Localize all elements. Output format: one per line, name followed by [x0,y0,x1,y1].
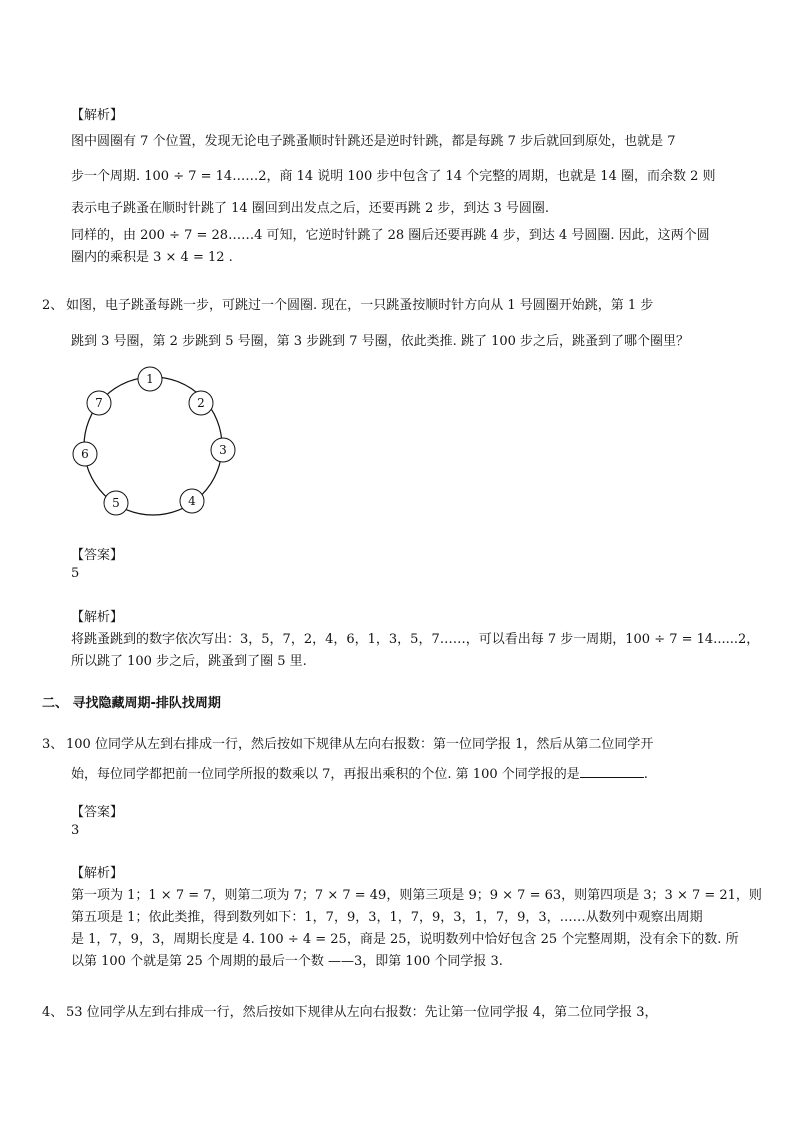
node-label: 2 [197,396,205,410]
node-label: 6 [81,447,89,461]
analysis-line: 是 1，7，9，3，周期长度是 4. 100 ÷ 4 = 25，商是 25，说明数列中恰好包含 25 个完整周期，没有余下的数. 所 [71,932,739,947]
analysis-line: 将跳蚤跳到的数字依次写出：3，5，7，2，4，6，1，3，5，7……，可以看出每 7 步一周期，100 ÷ 7 = 14......2， [71,632,760,647]
analysis-line: 所以跳了 100 步之后，跳蚤到了圈 5 里. [71,654,307,669]
node-4 [180,489,204,513]
node-1 [138,367,162,391]
analysis-line: 步一个周期. 100 ÷ 7 = 14……2，商 14 说明 100 步中包含了 14 个完整的周期，也就是 14 圈，而余数 2 则 [71,169,716,184]
analysis-line: 第一项为 1；1 × 7 = 7，则第二项为 7；7 × 7 = 49，则第三项是 9；9 × 7 = 63，则第四项是 3；3 × 7 = 21，则 [71,888,762,903]
node-3 [211,438,235,462]
analysis-tag: 【解析】 [71,610,124,625]
node-label: 4 [188,494,196,508]
question-3-text [71,763,648,782]
node-6 [73,442,97,466]
analysis-tag: 【解析】 [71,866,124,881]
answer-tag: 【答案】 [71,548,124,563]
analysis-line: 第五项是 1；依此类推，得到数列如下：1，7，9，3，1，7，9，3，1，7，9，3，……从数列中观察出周期 [71,910,703,925]
node-7 [87,391,111,415]
node-2 [189,391,213,415]
question-2-number: 2、 [42,298,64,313]
question-4-number: 4、 [42,1005,64,1020]
node-label: 5 [112,496,120,510]
analysis-line: 以第 100 个就是第 25 个周期的最后一个数 ——3，即第 100 个同学报 3. [71,954,503,969]
answer-value: 5 [71,566,80,581]
analysis-line: 圈内的乘积是 3 × 4 = 12 . [71,250,233,265]
analysis-line: 表示电子跳蚤在顺时针跳了 14 圈回到出发点之后，还要再跳 2 步，到达 3 号圆圈. [71,201,550,216]
analysis-line: 同样的，由 200 ÷ 7 = 28……4 可知，它逆时针跳了 28 圈后还要再跳 4 步，到达 4 号圆圈. 因此，这两个圆 [71,228,710,243]
node-label: 3 [219,443,227,457]
question-3-text-part: 始，每位同学都把前一位同学所报的数乘以 7，再报出乘积的个位. 第 100 个同学报的是 [71,767,580,782]
answer-value: 3 [71,823,80,838]
question-2-text: 跳到 3 号圈，第 2 步跳到 5 号圈，第 3 步跳到 7 号圈，依此类推. 跳了 100 步之后，跳蚤到了哪个圈里？ [71,334,690,349]
question-4-text: 53 位同学从左到右排成一行，然后按如下规律从左向右报数：先让第一位同学报 4，第二位同学报 3， [66,1005,658,1020]
question-3-text-end: . [643,767,648,782]
node-label: 1 [146,372,154,386]
node-label: 7 [95,396,103,410]
analysis-tag: 【解析】 [71,108,124,123]
question-3-text: 100 位同学从左到右排成一行，然后按如下规律从左向右报数：第一位同学报 1，然后从第二位同学开 [66,737,654,752]
answer-blank [580,765,644,778]
section-heading: 二、 寻找隐藏周期-排队找周期 [42,696,221,711]
question-3-number: 3、 [42,737,64,752]
answer-tag: 【答案】 [71,805,124,820]
question-2-text: 如图，电子跳蚤每跳一步，可跳过一个圆圈. 现在，一只跳蚤按顺时针方向从 1 号圆圈开始跳，第 1 步 [66,298,654,313]
analysis-line: 图中圆圈有 7 个位置，发现无论电子跳蚤顺时针跳还是逆时针跳，都是每跳 7 步后就回到原处，也就是 7 [71,134,676,149]
node-5 [104,491,128,515]
flea-circle-diagram [66,362,246,522]
